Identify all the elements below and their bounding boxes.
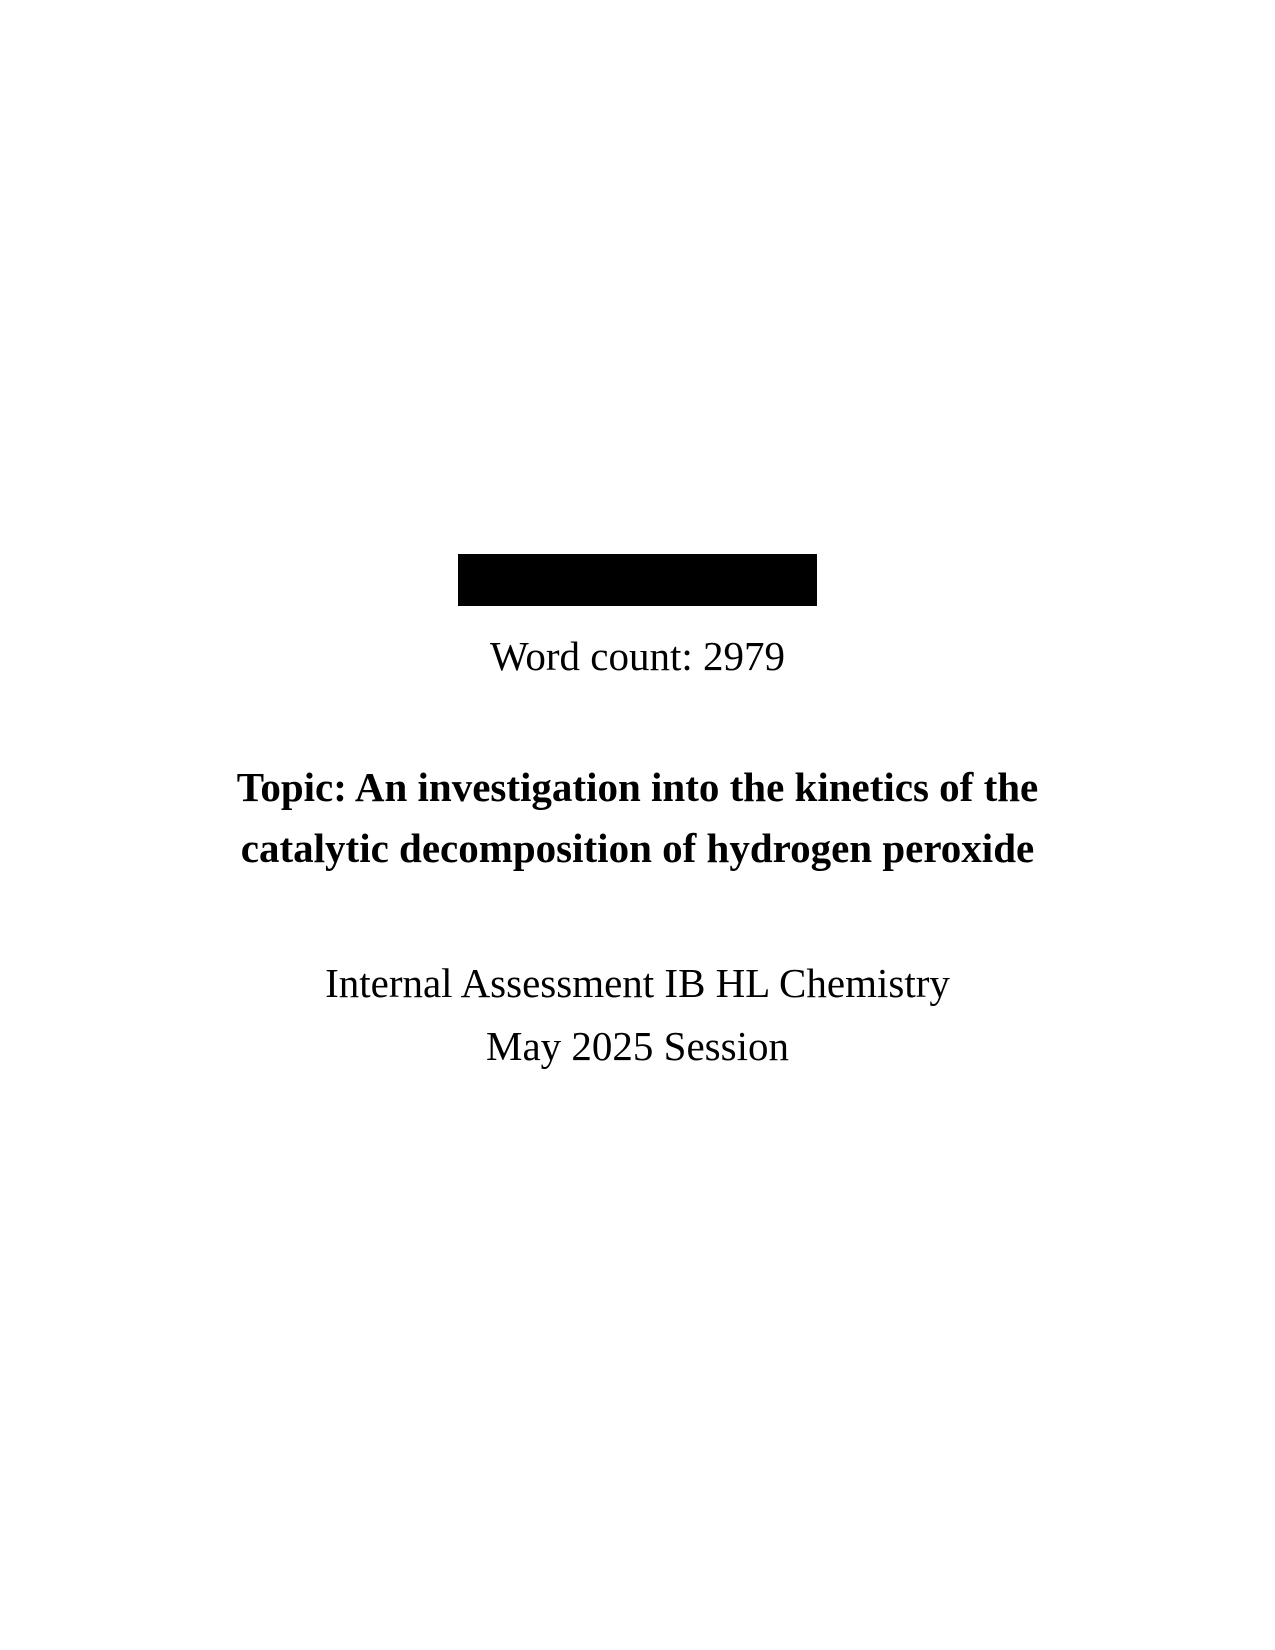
- assessment-subtitle: Internal Assessment IB HL Chemistry: [325, 960, 950, 1006]
- topic-line-1: Topic: An investigation into the kinetics of the: [236, 764, 1039, 810]
- session-subtitle: May 2025 Session: [486, 1023, 789, 1069]
- redacted-name-bar: [458, 554, 817, 606]
- topic-title: [0, 757, 1275, 879]
- word-count-text: Word count: 2979: [489, 633, 786, 679]
- topic-line-2: catalytic decomposition of hydrogen peroxide: [240, 825, 1035, 871]
